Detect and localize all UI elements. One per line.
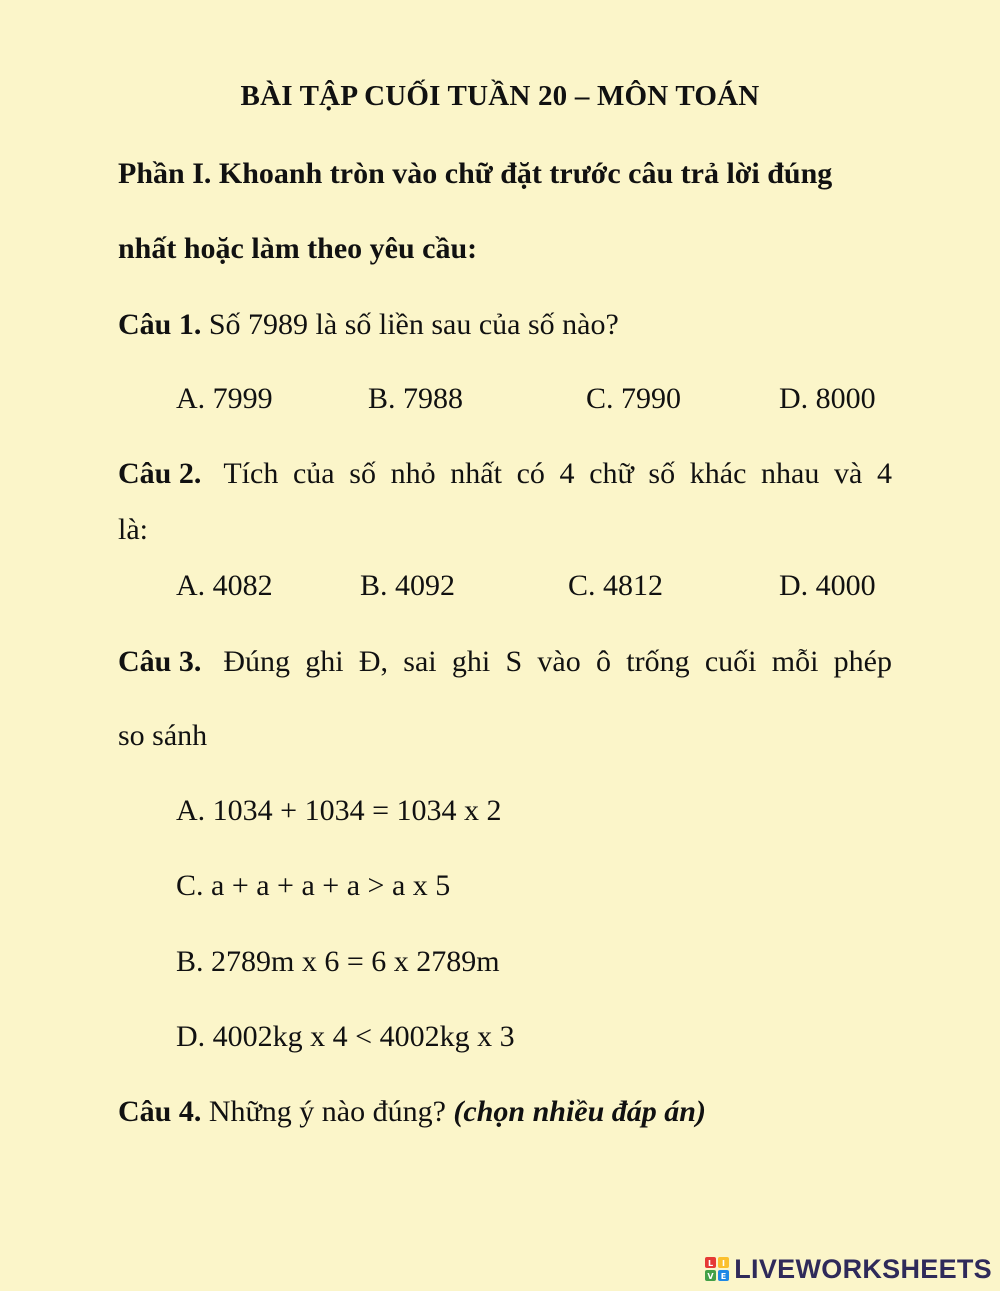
page-title: BÀI TẬP CUỐI TUẦN 20 – MÔN TOÁN (240, 80, 760, 112)
question-4-text: Những ý nào đúng? (201, 1095, 454, 1128)
question-1-option-b[interactable]: B. 7988 (368, 382, 464, 415)
question-2-option-d[interactable]: D. 4000 (779, 569, 876, 602)
question-1-option-d[interactable]: D. 8000 (779, 382, 876, 415)
question-2-line1 (118, 457, 892, 491)
part1-instruction-line1: Phần I. Khoanh tròn vào chữ đặt trước câu trả lời đúng (118, 157, 833, 190)
question-1 (118, 308, 619, 342)
part1-instruction-line2: nhất hoặc làm theo yêu cầu: (118, 232, 478, 265)
svg-text:L: L (708, 1259, 714, 1268)
question-2-line2: là: (118, 513, 148, 546)
question-3-line2: so sánh (118, 719, 208, 752)
liveworksheets-logo-text: LIVEWORKSHEETS (734, 1253, 992, 1284)
question-2-option-c[interactable]: C. 4812 (568, 569, 664, 602)
question-3-item-a[interactable]: A. 1034 + 1034 = 1034 x 2 (176, 794, 502, 827)
question-2-option-a[interactable]: A. 4082 (176, 569, 273, 602)
question-3-label: Câu 3. (118, 645, 202, 678)
svg-text:V: V (707, 1272, 714, 1281)
question-4-label: Câu 4. (118, 1095, 202, 1128)
question-2-option-b[interactable]: B. 4092 (360, 569, 456, 602)
question-1-option-c[interactable]: C. 7990 (586, 382, 682, 415)
liveworksheets-logo-icon (704, 1256, 730, 1282)
question-2-text: Tích của số nhỏ nhất có 4 chữ số khác nhau và 4 (223, 457, 892, 490)
svg-text:E: E (721, 1272, 727, 1281)
question-3-item-d[interactable]: D. 4002kg x 4 < 4002kg x 3 (176, 1020, 515, 1053)
question-3-line1 (118, 645, 892, 679)
question-3-item-b[interactable]: B. 2789m x 6 = 6 x 2789m (176, 945, 500, 978)
question-1-label: Câu 1. (118, 308, 202, 341)
question-1-option-a[interactable]: A. 7999 (176, 382, 273, 415)
question-1-text: Số 7989 là số liền sau của số nào? (201, 308, 619, 341)
question-4-note: (chọn nhiều đáp án) (453, 1095, 706, 1128)
question-4 (118, 1095, 706, 1129)
liveworksheets-logo[interactable] (704, 1255, 992, 1283)
question-3-item-c[interactable]: C. a + a + a + a > a x 5 (176, 869, 451, 902)
question-3-text: Đúng ghi Đ, sai ghi S vào ô trống cuối mỗi phép (223, 645, 892, 678)
svg-text:I: I (722, 1259, 726, 1268)
question-2-label: Câu 2. (118, 457, 202, 490)
